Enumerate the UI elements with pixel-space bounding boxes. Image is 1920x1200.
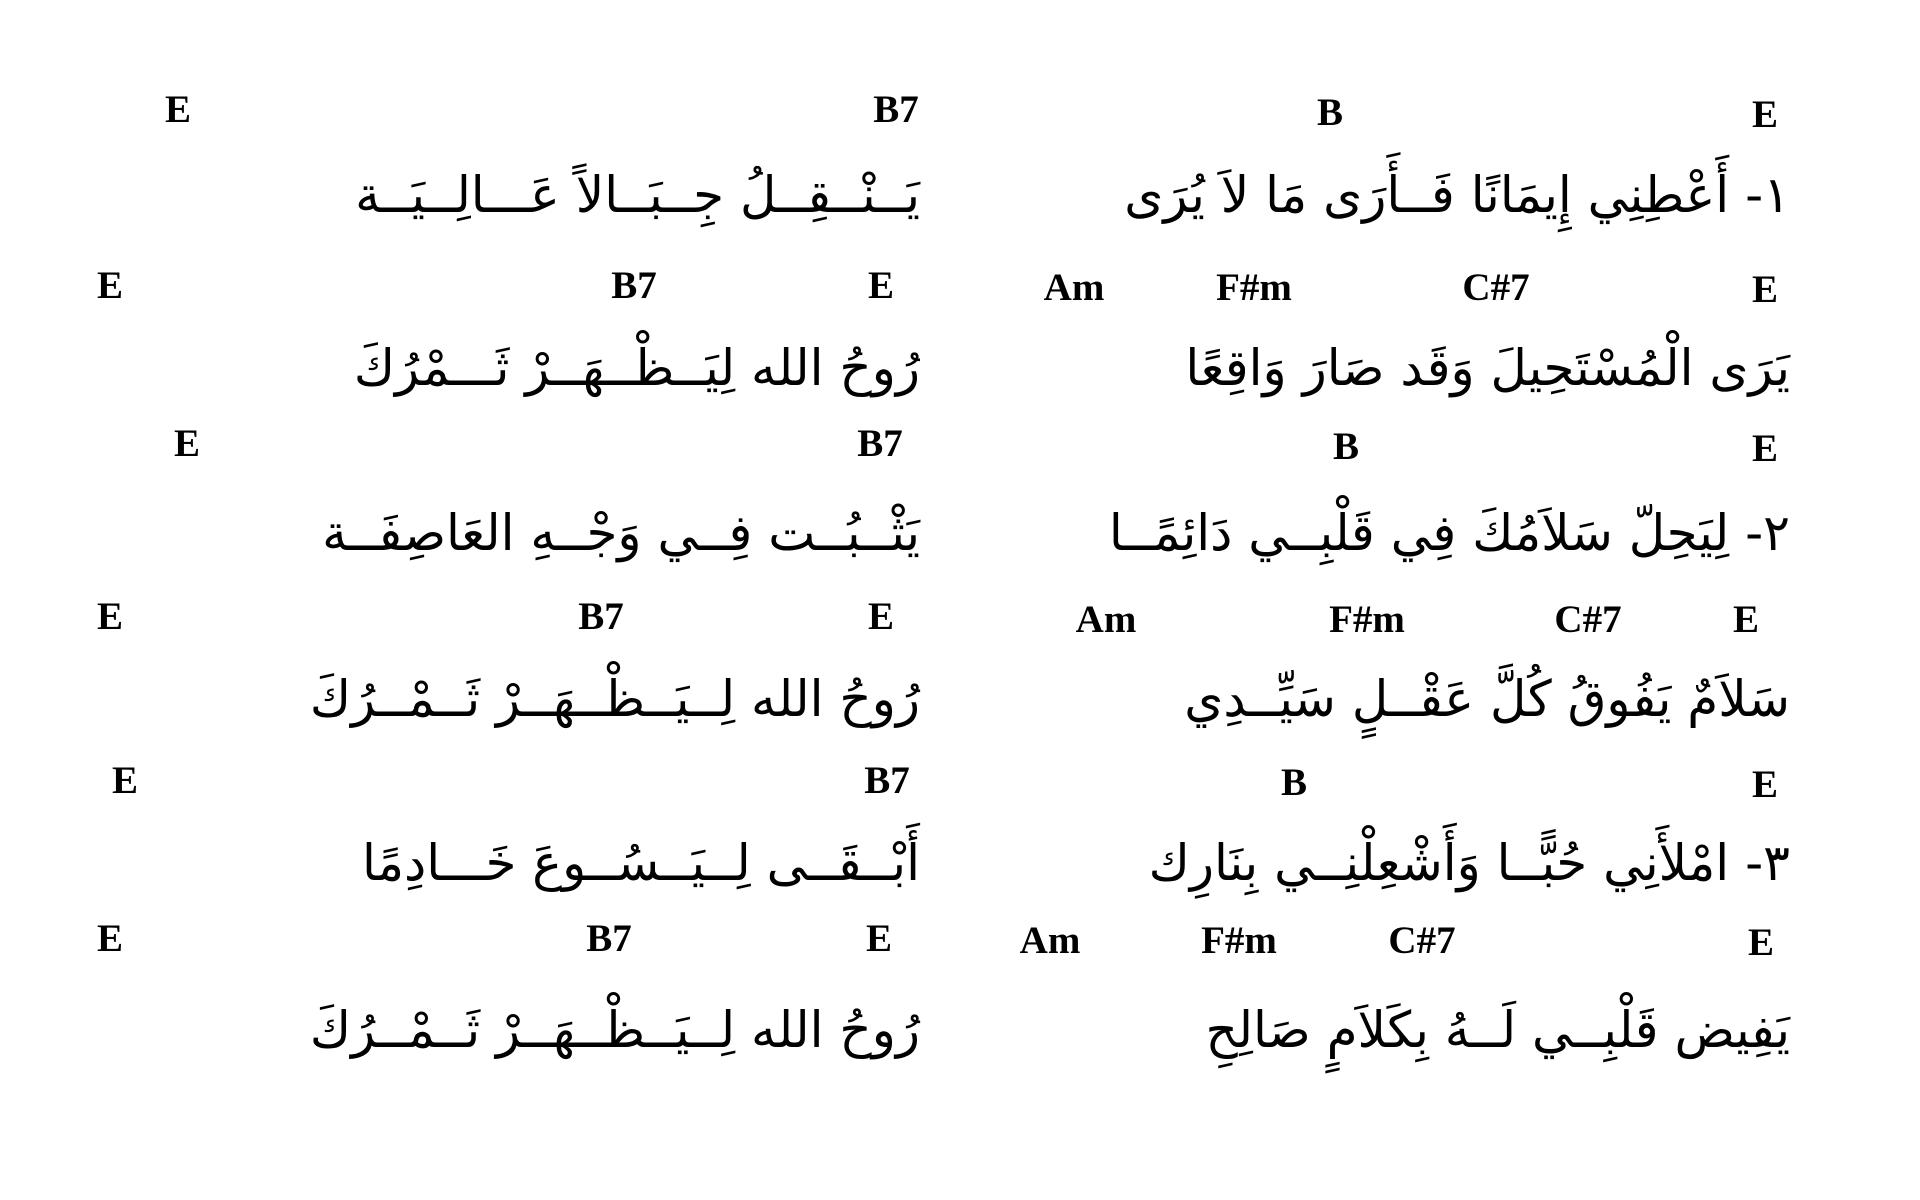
chord: E bbox=[865, 917, 893, 960]
chord: E bbox=[96, 595, 124, 638]
chord: C#7 bbox=[1462, 266, 1530, 309]
chord: B7 bbox=[611, 264, 657, 307]
chord: B bbox=[1280, 761, 1308, 804]
chord: B7 bbox=[578, 595, 624, 638]
chord: E bbox=[96, 917, 124, 960]
chord: F#m bbox=[1201, 919, 1277, 962]
chord: B7 bbox=[586, 917, 632, 960]
chord: E bbox=[111, 759, 139, 802]
chord: Am bbox=[1043, 266, 1105, 309]
chord: F#m bbox=[1216, 266, 1292, 309]
chord: B bbox=[1316, 91, 1344, 134]
chord: B7 bbox=[857, 422, 903, 465]
chord: E bbox=[1751, 268, 1779, 311]
lyric-line: ٣- امْلأَنِي حُبًّــا وَأَشْعِلْنِــي بِنَارِك bbox=[1148, 834, 1790, 892]
chord: B7 bbox=[873, 88, 919, 131]
chord: Am bbox=[1019, 919, 1081, 962]
chord: E bbox=[1751, 763, 1779, 806]
chord: E bbox=[1751, 427, 1779, 470]
left-column bbox=[90, 0, 920, 1200]
chord: E bbox=[164, 88, 192, 131]
chord: Am bbox=[1075, 598, 1137, 641]
chord: C#7 bbox=[1554, 598, 1622, 641]
lyric-line: سَلاَمٌ يَفُوقُ كُلَّ عَقْــلٍ سَيِّــدِي bbox=[1184, 670, 1790, 728]
lyric-line: أَبْــقَــى لِــيَــسُــوعَ خَـــادِمًا bbox=[361, 834, 920, 892]
chord: C#7 bbox=[1388, 919, 1456, 962]
chord: B bbox=[1332, 425, 1360, 468]
lyric-line: يَــنْــقِــلُ جِــبَــالاً عَـــالِــيَــة bbox=[355, 166, 920, 224]
chord: E bbox=[867, 595, 895, 638]
chord: E bbox=[1747, 921, 1775, 964]
lyric-line: ٢- لِيَحِلّ سَلاَمُكَ فِي قَلْبِــي دَائِمًــا bbox=[1108, 504, 1790, 562]
lyric-line: يَرَى الْمُسْتَحِيلَ وَقَد صَارَ وَاقِعًا bbox=[1185, 339, 1790, 397]
chord: F#m bbox=[1329, 598, 1405, 641]
lyric-line: يَثْــبُــت فِــي وَجْــهِ العَاصِفَــة bbox=[322, 504, 920, 562]
chord: E bbox=[1732, 598, 1760, 641]
lyric-line: يَفِيض قَلْبِــي لَــهُ بِكَلاَمٍ صَالِحِ bbox=[1205, 1001, 1790, 1059]
right-column bbox=[1010, 0, 1830, 1200]
chord: B7 bbox=[864, 759, 910, 802]
lyric-line: رُوحُ الله لِــيَــظْــهَــرْ ثَــمْــرُكَ bbox=[309, 670, 920, 728]
chord: E bbox=[867, 264, 895, 307]
chord: E bbox=[173, 422, 201, 465]
lyric-line: ١- أَعْطِنِي إِيمَانًا فَــأَرَى مَا لاَ يُرَى bbox=[1124, 166, 1790, 224]
chord: E bbox=[96, 264, 124, 307]
lyric-line: رُوحُ الله لِــيَــظْــهَــرْ ثَــمْــرُكَ bbox=[309, 1001, 920, 1059]
lyric-line: رُوحُ الله لِيَــظْــهَــرْ ثَـــمْرُكَ bbox=[353, 339, 920, 397]
chord: E bbox=[1751, 93, 1779, 136]
